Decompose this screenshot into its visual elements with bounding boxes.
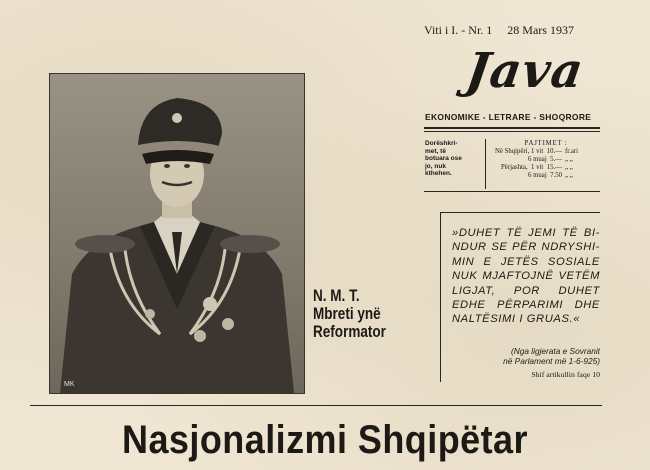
subscription-row: 6 muaj 5.— „ „ (528, 156, 573, 163)
masthead-rule-thin (424, 131, 600, 132)
subscriptions-box (490, 140, 602, 180)
subscription-row: 6 muaj 7.50 „ „ (528, 172, 573, 179)
masthead-title: Java (462, 43, 588, 99)
caption-line: Reformator (313, 323, 386, 341)
main-headline: Nasjonalizmi Shqipëtar (121, 418, 528, 462)
headline-rule (30, 405, 602, 406)
caption-line: N. M. T. (313, 287, 360, 305)
subscriptions-rule (424, 191, 600, 192)
note-line: botuara ose (425, 155, 462, 162)
subscription-row: Në Shqipëri, 1 vit 10.— fr.ari (494, 148, 579, 155)
subscriptions-title: PAJTIMET : (524, 140, 568, 147)
quote-top-rule (440, 212, 600, 213)
see-article-note: Shif artikullin faqe 10 (531, 370, 600, 379)
king-portrait-photo (49, 73, 305, 394)
portrait-illustration (50, 74, 304, 393)
masthead-tagline: EKONOMIKE - LETRARE - SHOQRORE (425, 112, 592, 122)
photo-monogram: MK (64, 381, 75, 388)
note-line: met, të (425, 147, 446, 155)
quote-left-rule (440, 212, 441, 382)
note-line: jo, nuk (425, 162, 446, 170)
issue-info (424, 23, 574, 38)
note-line: Dorëshkri- (425, 140, 458, 147)
issue-volume: Viti i I. - Nr. 1 (424, 23, 493, 37)
portrait-caption (313, 287, 403, 341)
king-quote: »DUHET TË JEMI TË BI-NDUR SE PËR NDRYSHI-MIN E JETËS SOSIALE NUK MJAFTOJNË VETËM LIGJAT, POR DUHET EDHE PËRPARIMI DHE NALTËSIMI I GRUAS.« (452, 227, 600, 326)
note-line: kthehen. (425, 170, 452, 177)
quote-source: (Nga ligjerata e Sovranit në Parlament më 1-6-925) (503, 346, 600, 366)
masthead-rule (424, 127, 600, 129)
note-divider (485, 139, 486, 189)
manuscripts-note (425, 140, 485, 178)
issue-date: 28 Mars 1937 (507, 23, 574, 37)
caption-line: Mbreti ynë (313, 305, 381, 323)
subscription-row: Përjashta, 1 vit 15.— „ „ (501, 164, 573, 171)
